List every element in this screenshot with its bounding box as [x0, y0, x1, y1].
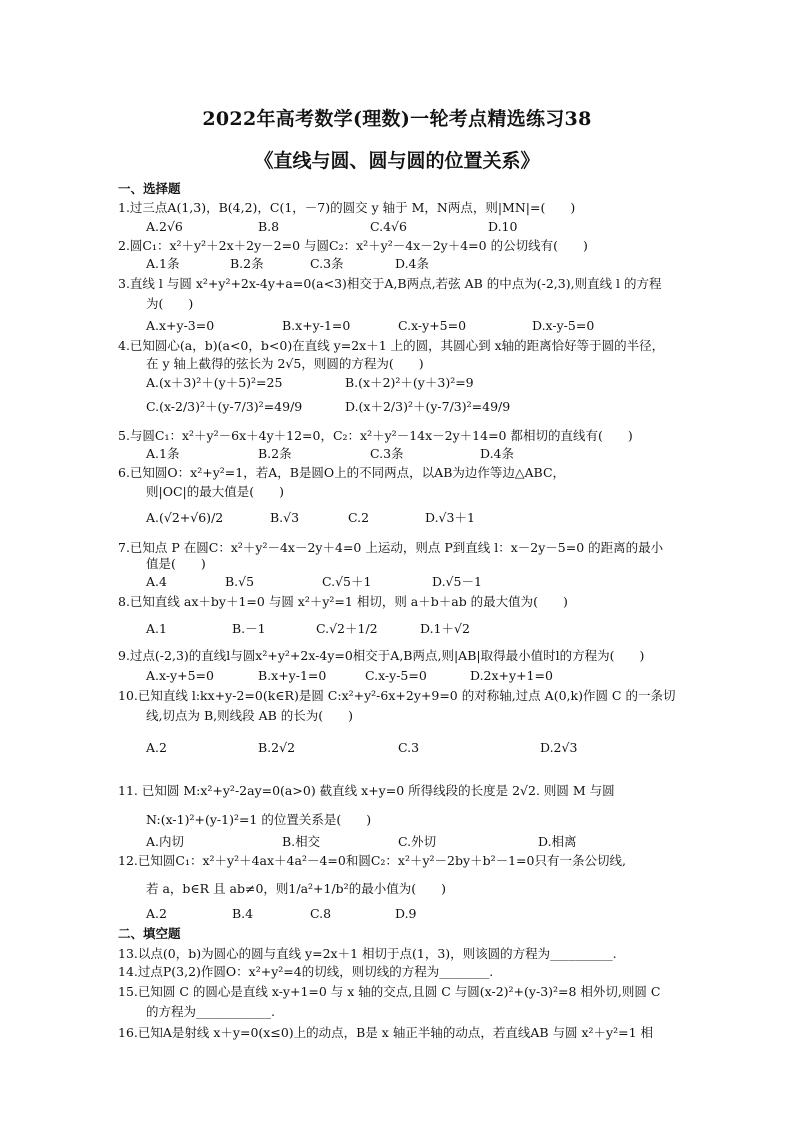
- q4-option-b: B.(x＋2)²＋(y＋3)²=9: [345, 375, 474, 390]
- question-13: 13.以点(0，b)为圆心的圆与直线 y=2x＋1 相切于点(1，3)，则该圆的方程为__________.: [118, 946, 617, 961]
- question-12: 12.已知圆C₁：x²＋y²＋4ax＋4a²－4=0和圆C₂：x²＋y²－2by＋b²－1=0只有一条公切线,: [118, 853, 626, 868]
- q10-option-a: A.2: [146, 740, 167, 755]
- q6-option-a: A.(√2+√6)/2: [146, 510, 224, 525]
- q9-option-c: C.x-y-5=0: [365, 668, 427, 683]
- question-11-cont: N:(x-1)²+(y-1)²=1 的位置关系是( ): [146, 812, 372, 827]
- q3-option-d: D.x-y-5=0: [532, 318, 595, 333]
- q8-option-a: A.1: [146, 621, 167, 636]
- q1-option-a: A.2√6: [146, 219, 183, 234]
- page-title: 2022年高考数学(理数)一轮考点精选练习38: [202, 108, 592, 130]
- q11-option-a: A.内切: [146, 834, 185, 849]
- q4-option-c: C.(x-2/3)²＋(y-7/3)²=49/9: [146, 399, 303, 414]
- q8-option-b: B.－1: [232, 621, 266, 636]
- q4-option-a: A.(x＋3)²＋(y＋5)²=25: [146, 375, 283, 390]
- q12-option-a: A.2: [146, 906, 167, 921]
- q10-option-b: B.2√2: [258, 740, 296, 755]
- question-6-cont: 则|OC|的最大值是( ): [146, 484, 284, 499]
- q7-option-d: D.√5－1: [432, 574, 482, 589]
- question-1: 1.过三点A(1,3)，B(4,2)，C(1，－7)的圆交 y 轴于 M，N两点，则|MN|=( ): [118, 200, 576, 215]
- question-14: 14.过点P(3,2)作圆O：x²+y²=4的切线，则切线的方程为________.: [118, 964, 494, 979]
- q9-option-a: A.x-y+5=0: [146, 668, 214, 683]
- question-8: 8.已知直线 ax＋by＋1=0 与圆 x²＋y²=1 相切，则 a＋b＋ab 的最大值为( ): [118, 594, 568, 609]
- question-16: 16.已知A是射线 x＋y=0(x≤0)上的动点，B是 x 轴正半轴的动点，若直线AB 与圆 x²＋y²=1 相: [118, 1025, 654, 1040]
- q7-option-c: C.√5＋1: [322, 574, 372, 589]
- q6-option-b: B.√3: [270, 510, 300, 525]
- q10-option-c: C.3: [398, 740, 420, 755]
- q5-option-b: B.2条: [258, 446, 292, 461]
- q1-option-d: D.10: [488, 219, 518, 234]
- q2-option-c: C.3条: [310, 256, 344, 271]
- question-11: 11. 已知圆 M:x²+y²-2ay=0(a>0) 截直线 x+y=0 所得线段的长度是 2√2. 则圆 M 与圆: [118, 783, 615, 798]
- q12-option-b: B.4: [232, 906, 254, 921]
- question-7-cont: 值是( ): [146, 556, 206, 571]
- q2-option-d: D.4条: [395, 256, 430, 271]
- q9-option-d: D.2x+y+1=0: [470, 668, 553, 683]
- q1-option-b: B.8: [258, 219, 280, 234]
- q2-option-b: B.2条: [230, 256, 264, 271]
- q8-option-c: C.√2＋1/2: [316, 621, 378, 636]
- q1-option-c: C.4√6: [370, 219, 407, 234]
- question-10: 10.已知直线 l:kx+y-2=0(k∈R)是圆 C:x²+y²-6x+2y+9=0 的对称轴,过点 A(0,k)作圆 C 的一条切: [118, 688, 676, 703]
- q3-option-a: A.x+y-3=0: [146, 318, 215, 333]
- q11-option-b: B.相交: [282, 834, 321, 849]
- question-2: 2.圆C₁：x²＋y²＋2x＋2y－2=0 与圆C₂：x²＋y²－4x－2y＋4=0 的公切线有( ): [118, 238, 588, 253]
- question-12-cont: 若 a，b∈R 且 ab≠0，则1/a²+1/b²的最小值为( ): [146, 881, 446, 896]
- q11-option-c: C.外切: [398, 834, 437, 849]
- question-15: 15.已知圆 C 的圆心是直线 x-y+1=0 与 x 轴的交点,且圆 C 与圆(x-2)²+(y-3)²=8 相外切,则圆 C: [118, 984, 661, 999]
- section-heading-choice: 一、选择题: [118, 181, 181, 196]
- q9-option-b: B.x+y-1=0: [258, 668, 327, 683]
- question-6: 6.已知圆O：x²+y²=1，若A，B是圆O上的不同两点，以AB为边作等边△ABC，: [118, 465, 566, 480]
- question-4: 4.已知圆心(a，b)(a<0，b<0)在直线 y=2x＋1 上的圆，其圆心到 x轴的距离恰好等于圆的半径，: [118, 338, 665, 353]
- question-15-cont: 的方程为____________.: [146, 1004, 275, 1019]
- q12-option-c: C.8: [310, 906, 332, 921]
- q5-option-c: C.3条: [370, 446, 404, 461]
- q8-option-d: D.1＋√2: [420, 621, 470, 636]
- question-3-cont: 为( ): [146, 296, 194, 311]
- question-5: 5.与圆C₁：x²＋y²－6x＋4y＋12=0，C₂：x²＋y²－14x－2y＋14=0 都相切的直线有( ): [118, 428, 633, 443]
- question-4-cont: 在 y 轴上截得的弦长为 2√5，则圆的方程为( ): [146, 356, 424, 371]
- q6-option-d: D.√3＋1: [425, 510, 475, 525]
- page-subtitle: 《直线与圆、圆与圆的位置关系》: [254, 150, 540, 172]
- q11-option-d: D.相离: [538, 834, 577, 849]
- question-9: 9.过点(-2,3)的直线l与圆x²+y²+2x-4y=0相交于A,B两点,则|AB|取得最小值时l的方程为( ): [118, 648, 645, 663]
- q4-option-d: D.(x＋2/3)²＋(y-7/3)²=49/9: [345, 399, 511, 414]
- q3-option-b: B.x+y-1=0: [282, 318, 351, 333]
- q5-option-d: D.4条: [480, 446, 515, 461]
- question-3: 3.直线 l 与圆 x²+y²+2x-4y+a=0(a<3)相交于A,B两点,若弦 AB 的中点为(-2,3),则直线 l 的方程: [118, 276, 662, 291]
- q7-option-b: B.√5: [225, 574, 255, 589]
- question-7: 7.已知点 P 在圆C：x²＋y²－4x－2y＋4=0 上运动，则点 P到直线 l：x－2y－5=0 的距离的最小: [118, 540, 664, 555]
- q3-option-c: C.x-y+5=0: [398, 318, 467, 333]
- q10-option-d: D.2√3: [540, 740, 578, 755]
- q6-option-c: C.2: [348, 510, 370, 525]
- q7-option-a: A.4: [146, 574, 167, 589]
- question-10-cont: 线,切点为 B,则线段 AB 的长为( ): [146, 708, 354, 723]
- q5-option-a: A.1条: [146, 446, 180, 461]
- q2-option-a: A.1条: [146, 256, 180, 271]
- section-heading-fill: 二、填空题: [118, 926, 181, 941]
- q12-option-d: D.9: [395, 906, 417, 921]
